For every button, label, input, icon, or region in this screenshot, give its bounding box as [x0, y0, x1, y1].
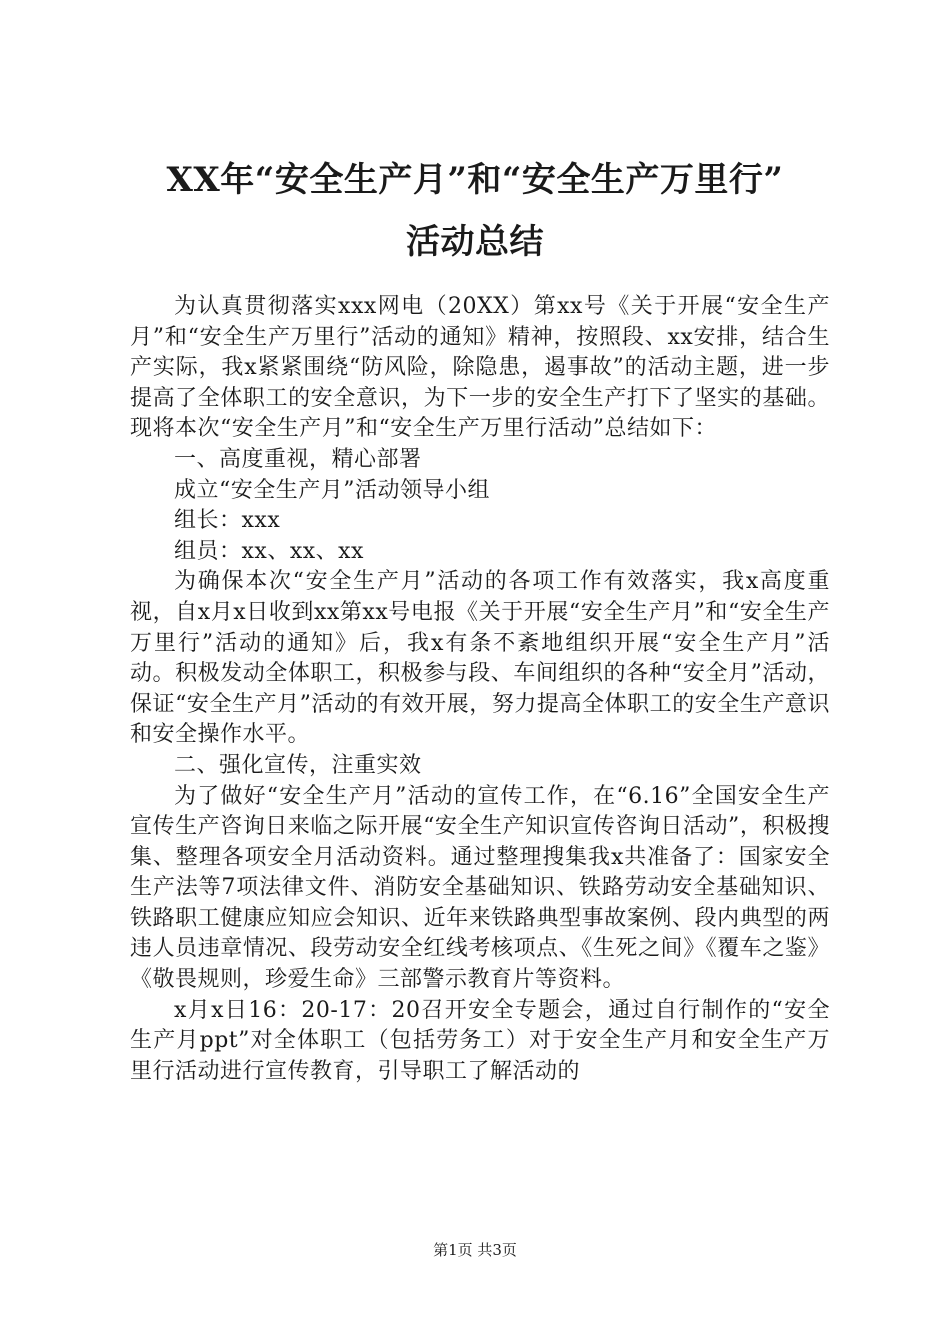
section-heading-1: 一、高度重视，精心部署	[174, 446, 422, 472]
body-paragraph: 为了做好“安全生产月”活动的宣传工作，在“6.16”全国安全生产宣传生产咨询日来临之际开展“安全生产知识宣传咨询日活动”，积极搜集、整理各项安全月活动资料。通过整理搜集我x共准备了：国家安全生产法等7项法律文件、消防安全基础知识、铁路劳动安全基础知识、铁路职工健康应知应会知识、近年来铁路典型事故案例、段内典型的两违人员违章情况、段劳动安全红线考核项点、《生死之间》《覆车之鉴》《敬畏规则，珍爱生命》三部警示教育片等资料。	[130, 783, 830, 993]
team-members-line: 组员：xx、xx、xx	[174, 538, 364, 564]
team-leader-line: 组长：xxx	[174, 508, 281, 534]
document-title-line-2: 活动总结	[406, 222, 544, 262]
body-paragraph: 成立“安全生产月”活动领导小组	[174, 477, 490, 503]
document-body	[130, 292, 830, 1087]
body-paragraph: 为确保本次“安全生产月”活动的各项工作有效落实，我x高度重视，自x月x日收到xx第xx号电报《关于开展“安全生产月”和“安全生产万里行”活动的通知》后，我x有条不紊地组织开展“安全生产月”活动。积极发动全体职工，积极参与段、车间组织的各种“安全月”活动，保证“安全生产月”活动的有效开展，努力提高全体职工的安全生产意识和安全操作水平。	[130, 569, 830, 748]
intro-paragraph: 为认真贯彻落实xxx网电（20XX）第xx号《关于开展“安全生产月”和“安全生产万里行”活动的通知》精神，按照段、xx安排，结合生产实际，我x紧紧围绕“防风险，除隐患，遏事故”的活动主题，进一步提高了全体职工的安全意识，为下一步的安全生产打下了坚实的基础。现将本次“安全生产月”和“安全生产万里行活动”总结如下：	[130, 294, 830, 442]
section-heading-2: 二、强化宣传，注重实效	[174, 752, 422, 778]
body-paragraph: x月x日16：20-17：20召开安全专题会，通过自行制作的“安全生产月ppt”对全体职工（包括劳务工）对于安全生产月和安全生产万里行活动进行宣传教育，引导职工了解活动的	[130, 997, 830, 1084]
page-number-footer: 第1页 共3页	[433, 1241, 517, 1259]
document-title-line-1: XX年“安全生产月”和“安全生产万里行”	[166, 160, 784, 200]
